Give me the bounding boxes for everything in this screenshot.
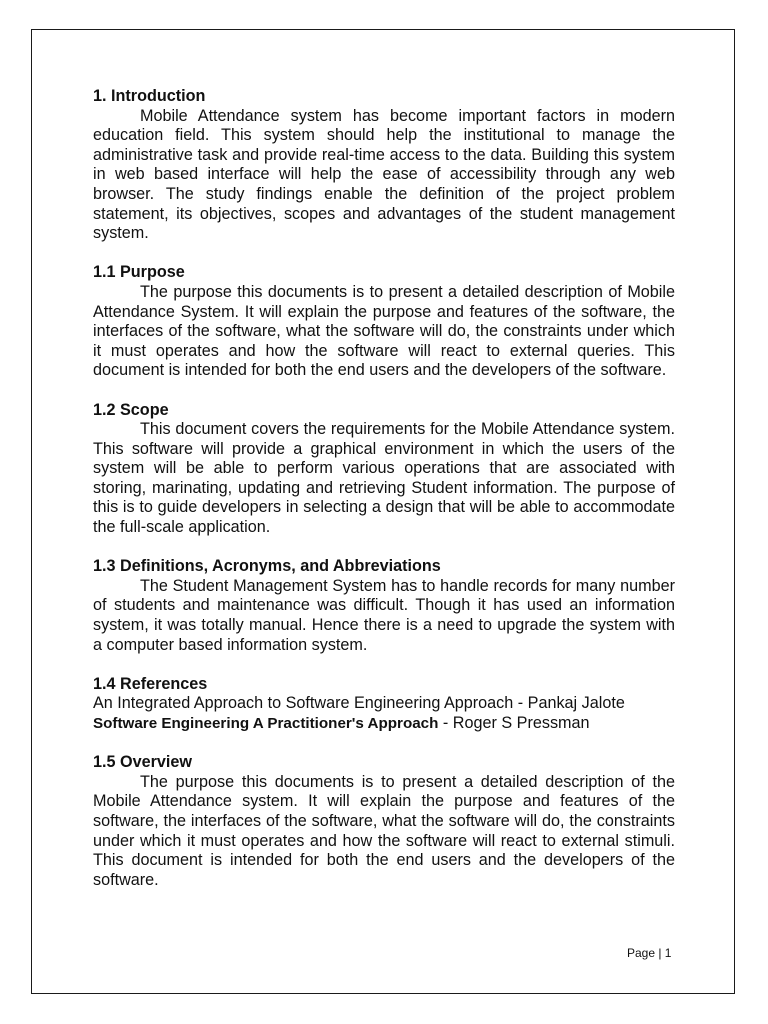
section-heading: 1.3 Definitions, Acronyms, and Abbreviations: [93, 557, 441, 576]
section-heading: 1.4 References: [93, 674, 208, 693]
section-overview: [93, 753, 675, 890]
section-definitions: [93, 557, 675, 655]
section-paragraph: The purpose this documents is to present a detailed description of Mobile Attendance System. It will explain the purpose and features of the software, the interfaces of the software, what the software will do, the constraints under which it must operates and how the software will react to external queries. This document is intended for both the end users and the developers of the software.: [93, 282, 675, 380]
reference-item: [93, 714, 675, 734]
reference-title: Software Engineering A Practitioner's Approach: [93, 715, 439, 732]
section-heading: 1.5 Overview: [93, 753, 192, 772]
section-heading: 1.2 Scope: [93, 400, 169, 419]
section-heading: 1. Introduction: [93, 87, 206, 105]
section-scope: [93, 401, 675, 538]
reference-author: - Roger S Pressman: [438, 714, 590, 732]
section-references: [93, 675, 675, 734]
section-purpose: [93, 263, 675, 381]
section-paragraph: The Student Management System has to handle records for many number of students and maintenance was difficult. Though it has used an information system, it was totally manual. Hence there is a need to upgrade the system with a computer based information system.: [93, 576, 675, 654]
reference-item: An Integrated Approach to Software Engineering Approach - Pankaj Jalote: [93, 694, 625, 713]
document-body: [93, 87, 675, 910]
section-paragraph: This document covers the requirements for the Mobile Attendance system. This software will provide a graphical environment in which the users of the system will be able to perform various operations that are associated with storing, marinating, updating and retrieving Student information. The purpose of this is to guide developers in selecting a design that will be able to accommodate the full-scale application.: [93, 420, 675, 537]
section-paragraph: The purpose this documents is to present a detailed description of the Mobile Attendance system. It will explain the purpose and features of the software, the interfaces of the software, what the software will do, the constraints under which it must operates and how the software will react to external stimuli. This document is intended for both the end users and the developers of the software.: [93, 772, 675, 889]
page-number: Page | 1: [627, 946, 672, 960]
section-introduction: [93, 87, 675, 244]
section-paragraph: Mobile Attendance system has become important factors in modern education field. This system should help the institutional to manage the administrative task and provide real-time access to the data. Building this system in web based interface will help the ease of accessibility through any web browser. The study findings enable the definition of the project problem statement, its objectives, scopes and advantages of the student management system.: [93, 106, 675, 243]
section-heading: 1.1 Purpose: [93, 263, 185, 282]
